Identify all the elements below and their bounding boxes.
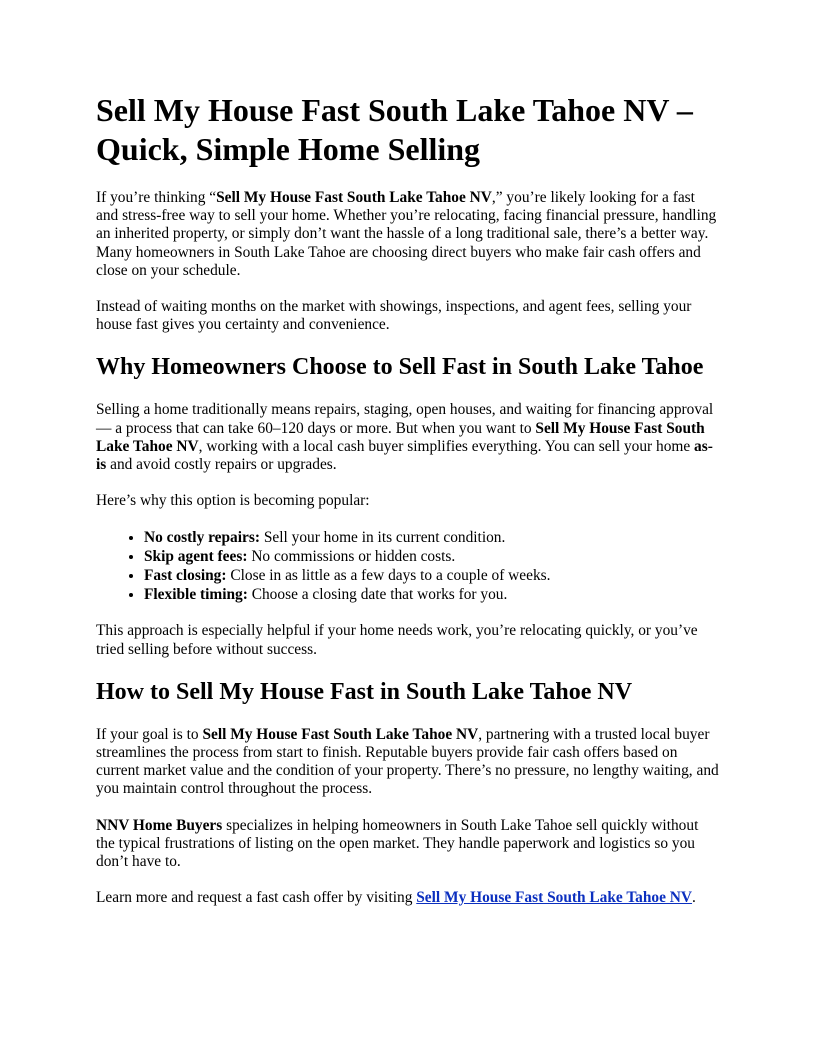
bold-keyword: Sell My House Fast South Lake Tahoe NV: [202, 725, 479, 743]
text-run: specializes in helping homeowners in South Lake Tahoe sell quickly without the typical frustrations of listing on the open market. They handle paperwork and logistics so you don’t have to.: [96, 816, 699, 871]
how-paragraph-1: [96, 726, 720, 799]
how-paragraph-2: [96, 817, 720, 872]
page-title: Sell My House Fast South Lake Tahoe NV – Quick, Simple Home Selling: [96, 92, 693, 167]
intro-paragraph-1: [96, 189, 720, 280]
company-name: NNV Home Buyers: [96, 816, 223, 834]
list-item-text: Choose a closing date that works for you.: [247, 586, 508, 604]
intro-paragraph-2: Instead of waiting months on the market with showings, inspections, and agent fees, selling your house fast gives you certainty and convenience.: [96, 298, 692, 334]
section-heading-how: How to Sell My House Fast in South Lake Tahoe NV: [96, 678, 633, 705]
text-run: If you’re thinking “: [96, 189, 217, 206]
list-item-text: Sell your home in its current condition.: [259, 529, 506, 547]
text-run: ,” you’re likely looking for a fast and stress-free way to sell your home. Whether you’re relocating, facing financial pressure, handling an inherited property, or simply don’t want the hassle of a long traditional sale, there’s a better way. Many homeowners in South Lake Tahoe are choosing direct buyers who make fair cash offers and close on your schedule.: [96, 189, 717, 279]
text-run: If your goal is to: [96, 725, 203, 743]
text-run: , partnering with a trusted local buyer streamlines the process from start to finish. Reputable buyers provide fair cash offers based on current market value and the condition of your property. There’s no pressure, no lengthy waiting, and you maintain control throughout the process.: [96, 725, 719, 798]
list-item-label: No costly repairs:: [144, 529, 260, 547]
list-item-label: Flexible timing:: [144, 586, 248, 604]
bold-keyword: Sell My House Fast South Lake Tahoe NV: [216, 189, 492, 206]
list-item: [144, 566, 720, 585]
why-paragraph-3: This approach is especially helpful if your home needs work, you’re relocating quickly, or you’ve tried selling before without success.: [96, 622, 698, 658]
text-run: and avoid costly repairs or upgrades.: [106, 456, 337, 474]
how-paragraph-3: [96, 889, 720, 907]
section-heading-why: Why Homeowners Choose to Sell Fast in South Lake Tahoe: [96, 354, 704, 381]
list-item: [144, 547, 720, 566]
text-run: , working with a local cash buyer simplifies everything. You can sell your home: [198, 437, 695, 455]
text-run: .: [692, 889, 696, 907]
bold-keyword: Sell My House Fast South Lake Tahoe NV: [96, 419, 705, 455]
bold-as-is: as-is: [96, 437, 713, 474]
list-item-label: Skip agent fees:: [144, 548, 248, 566]
list-item-text: No commissions or hidden costs.: [247, 548, 456, 566]
benefits-list: [96, 528, 720, 604]
why-paragraph-2: Here’s why this option is becoming popular:: [96, 492, 370, 510]
text-run: Selling a home traditionally means repairs, staging, open houses, and waiting for financing approval — a process that can take 60–120 days or more. But when you want to: [96, 401, 714, 437]
why-paragraph-1: [96, 401, 720, 474]
list-item-text: Close in as little as a few days to a couple of weeks.: [226, 567, 551, 585]
list-item-label: Fast closing:: [144, 567, 227, 585]
list-item: [144, 528, 720, 547]
list-item: [144, 585, 720, 604]
offer-link[interactable]: Sell My House Fast South Lake Tahoe NV: [416, 889, 693, 907]
text-run: Learn more and request a fast cash offer by visiting: [96, 889, 417, 907]
